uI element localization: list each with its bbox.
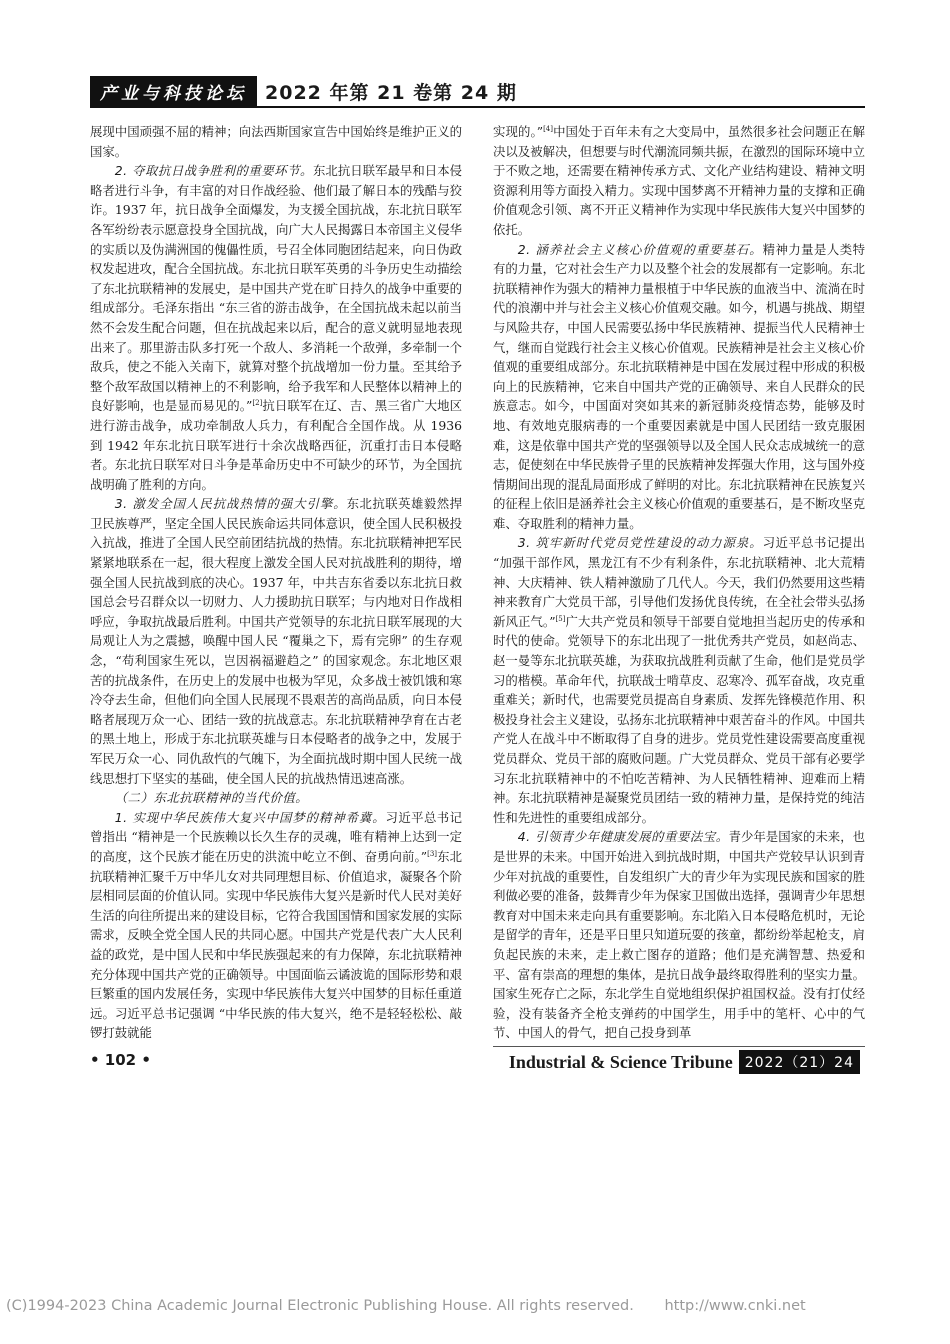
- paragraph-text: 东北抗联精神汇聚千万中华儿女对共同理想目标、价值追求，凝聚各个阶层相同层面的价值认同。实现中华民族伟大复兴是新时代人民对美好生活的向往所提出来的建设目标，它符合我国国情和国家发展的实际需求，反映全党全国人民的共同心愿。中国共产党是代表广大人民利益的政党，是中国人民和中华民族强起来的有力保障，东北抗联精神充分体现中国共产党的正确领导。中国面临云谲波诡的国际形势和艰巨繁重的国内发展任务，实现中华民族伟大复兴中国梦的目标任重道远。习近平总书记强调 “中华民族的伟大复兴，绝不是轻轻松松、敲锣打鼓就能: [90, 848, 463, 1041]
- cnki-url: http://www.cnki.net: [664, 1298, 806, 1314]
- section-heading: 3. 激发全国人民抗战热情的强大引擎。: [114, 496, 347, 512]
- citation-ref: [3]: [427, 849, 438, 858]
- paragraph-text: 东北抗日联军最早和日本侵略者进行斗争，有丰富的对日作战经验、他们最了解日本的残酷与狡诈。1937 年，抗日战争全面爆发，为支援全国抗战，东北抗日联军各军纷纷表示愿意投身全国抗战，向广大人民揭露日本帝国主义侵华的实质以及伪满洲国的傀儡性质，号召全体同胞团结起来，向日伪政权发起进攻，配合全国抗战。东北抗日联军英勇的斗争历史生动描绘了东北抗联精神的发展史，是中国共产党在旷日持久的战争中重要的组成部分。毛泽东指出 “东三省的游击战争，在全国抗战未起以前当然不会发生配合问题，但在抗战起来以后，配合的意义就明显地表现出来了。那里游击队多打死一个敌人、多消耗一个敌弹，多牵制一个敌兵，使之不能入关南下，就算对整个抗战增加一份力量。至其给予整个敌军敌国以精神上的不利影响，给予我军和人民整体以精神上的良好影响，也是显而易见的。”: [90, 163, 463, 414]
- section-heading: 2. 涵养社会主义核心价值观的重要基石。: [517, 241, 763, 257]
- header-divider: [90, 106, 865, 108]
- page-header: [90, 76, 517, 106]
- paragraph: [90, 161, 462, 494]
- section-heading: （二）东北抗联精神的当代价值。: [114, 790, 309, 806]
- section-heading: 2. 夺取抗日战争胜利的重要环节。: [114, 163, 313, 179]
- paragraph-text: 东北抗联英雄毅然捍卫民族尊严，坚定全国人民民族命运共同体意识，使全国人民积极投入抗战，推进了全国人民空前团结抗战的热情。东北抗联精神把军民紧紧地联系在一起，很大程度上激发全国人民对抗战胜利的期待，增强全国人民抗战到底的决心。1937 年，中共吉东省委以东北抗日救国总会号召群众以一切财力、人力援助抗日联军；与内地对日作战相呼应，争取抗战最后胜利。中国共产党领导的东北抗日联军展现的大局观让人为之震撼，唤醒中国人民 “覆巢之下，焉有完卵” 的生存观念，“苟利国家生死以，岂因祸福避趋之” 的国家观念。东北地区艰苦的抗战条件，在历史上的发展中也极为罕见，众多战士被饥饿和寒冷夺去生命，但他们向全国人民展现不畏艰苦的高尚品质，向日本侵略者展现万众一心、团结一致的抗战意志。东北抗联精神孕育在古老的黑土地上，形成于东北抗联英雄与日本侵略者的战争之中，发展于军民万众一心、同仇敌忾的气魄下，为全面抗战时期中国人民统一战线思想打下坚实的基础，使全国人民的抗战热情迅速高涨。: [90, 496, 463, 786]
- citation-ref: [5]: [555, 614, 566, 623]
- paragraph: [493, 533, 865, 827]
- copyright-text: (C)1994-2023 China Academic Journal Electronic Publishing House. All rights reserved.: [6, 1298, 634, 1314]
- paragraph-text: 习近平总书记提出 “加强干部作风，黑龙江有不少有利条件，东北抗联精神、北大荒精神、大庆精神、铁人精神激励了几代人。今天，我们仍然要用这些精神来教育广大党员干部，引导他们发扬优良传统，在全社会带头弘扬新风正气。”: [493, 535, 866, 629]
- left-column: [90, 122, 463, 1041]
- citation-ref: [4]: [543, 124, 553, 133]
- paragraph: [493, 240, 865, 534]
- paragraph-text: 展现中国顽强不屈的精神；向法西斯国家宣告中国始终是维护正义的国家。: [90, 124, 462, 159]
- copyright-notice: [6, 1298, 806, 1314]
- paragraph: [493, 122, 865, 240]
- paragraph-text: 中国处于百年未有之大变局中，虽然很多社会问题正在解决以及被解决，但想要与时代潮流同频共振，在激烈的国际环境中立于不败之地，还需要在精神传承方式、文化产业结构建设、精神文明资源利用等方面投入精力。实现中国梦离不开精神力量的支撑和正确价值观念引领、离不开正义精神作为实现中华民族伟大复兴中国梦的依托。: [493, 124, 865, 237]
- paragraph-text: 广大共产党员和领导干部要自觉地担当起历史的传承和时代的使命。党领导下的东北出现了一批优秀共产党员，如赵尚志、赵一曼等东北抗联英雄，为获取抗战胜利贡献了生命，他们是党员学习的楷模。革命年代，抗联战士啃草皮、忍寒冷、孤军奋战，攻克重重难关；新时代，也需要党员提高自身素质、发挥先锋模范作用、积极投身社会主义建设，弘扬东北抗联精神中艰苦奋斗的作风。中国共产党人在战斗中不断取得了自身的进步。党员党性建设需要高度重视党员群众、党员干部的腐败问题。广大党员群众、党员干部有必要学习东北抗联精神中的不怕吃苦精神、为人民牺牲精神、迎难而上精神。东北抗联精神是凝聚党员团结一致的精神力量，是保持党的纯洁性和先进性的重要组成部分。: [493, 613, 866, 825]
- footer-journal-info: [509, 1050, 860, 1074]
- paragraph-text: 青少年是国家的未来，也是世界的未来。中国开始进入到抗战时期，中国共产党较早认识到青少年对抗战的重要性，自发组织广大的青少年为实现民族和国家的胜利做必要的准备，鼓舞青少年为保家卫国做出选择，强调青少年思想教育对中国未来走向具有重要影响。东北陷入日本侵略危机时，无论是留学的青年，还是平日里只知道玩耍的孩童，都纷纷举起枪支，肩负起民族的未来，走上救亡图存的道路；他们是充满智慧、热爱和平、富有崇高的理想的集体，是抗日战争最终取得胜利的坚实力量。国家生死存亡之际，东北学生自觉地组织保护祖国权益。没有打仗经验，没有装备齐全枪支弹药的中国学生，用手中的笔杆、心中的气节、中国人的骨气，把自己投身到革: [493, 829, 865, 1041]
- paragraph-text: 精神力量是人类特有的力量，它对社会生产力以及整个社会的发展都有一定影响。东北抗联精神作为强大的精神力量根植于中华民族的血液当中、流淌在时代的浪潮中并与社会主义核心价值观交融。如今，机遇与挑战、期望与风险共存，中国人民需要弘扬中华民族精神、提振当代人民精神士气，继而自觉践行社会主义核心价值观。民族精神是社会主义核心价值观的重要组成部分。东北抗联精神是中国在发展过程中形成的积极向上的民族精神，它来自中国共产党的正确领导、来自人民群众的民族意志。如今，中国面对突如其来的新冠肺炎疫情态势，能够及时地、有效地克服病毒的一个重要因素就是中国人民团结一致克服困难，这是依靠中国共产党的坚强领导以及全国人民众志成城统一的意志，促使刻在中华民族骨子里的民族精神发挥强大作用，这与国外疫情期间出现的混乱局面形成了鲜明的对比。东北抗联精神在民族复兴的征程上依旧是涵养社会主义核心价值观的重要基石，是不断攻坚克难、夺取胜利的精神力量。: [493, 241, 866, 531]
- paragraph: [90, 494, 462, 788]
- right-column: [493, 122, 866, 1041]
- journal-english-title: Industrial & Science Tribune: [508, 1051, 733, 1072]
- paragraph-text: 抗日联军在辽、吉、黑三省广大地区进行游击战争，成功牵制敌人兵力，有利配合全国作战。从 1936 到 1942 年东北抗日联军进行十余次战略西征，沉重打击日本侵略者。东北抗日联军对日斗争是革命历史中不可缺少的环节，为全国抗战明确了胜利的方向。: [90, 398, 463, 492]
- citation-ref: [2]: [252, 399, 263, 408]
- section-heading: 4. 引领青少年健康发展的重要法宝。: [517, 829, 729, 845]
- paragraph: [493, 827, 865, 1043]
- paragraph-text: 实现的。”: [493, 124, 544, 139]
- paragraph: [90, 808, 462, 1043]
- section-heading: 1. 实现中华民族伟大复兴中国梦的精神希冀。: [114, 809, 386, 825]
- issue-info: 2022 年第 21 卷第 24 期: [265, 81, 517, 104]
- paragraph-text: 习近平总书记曾指出 “精神是一个民族赖以长久生存的灵魂，唯有精神上达到一定的高度，这个民族才能在历史的洪流中屹立不倒、奋勇向前。”: [90, 809, 463, 864]
- footer-divider: [493, 1046, 865, 1047]
- paragraph: [90, 122, 462, 161]
- section-heading: 3. 筑牢新时代党员党性建设的动力源泉。: [517, 535, 763, 551]
- paragraph: [90, 788, 462, 808]
- journal-title-badge: 产业与科技论坛: [90, 76, 257, 106]
- issue-badge: 2022（21）24: [739, 1050, 860, 1074]
- page-number: • 102 •: [90, 1051, 151, 1069]
